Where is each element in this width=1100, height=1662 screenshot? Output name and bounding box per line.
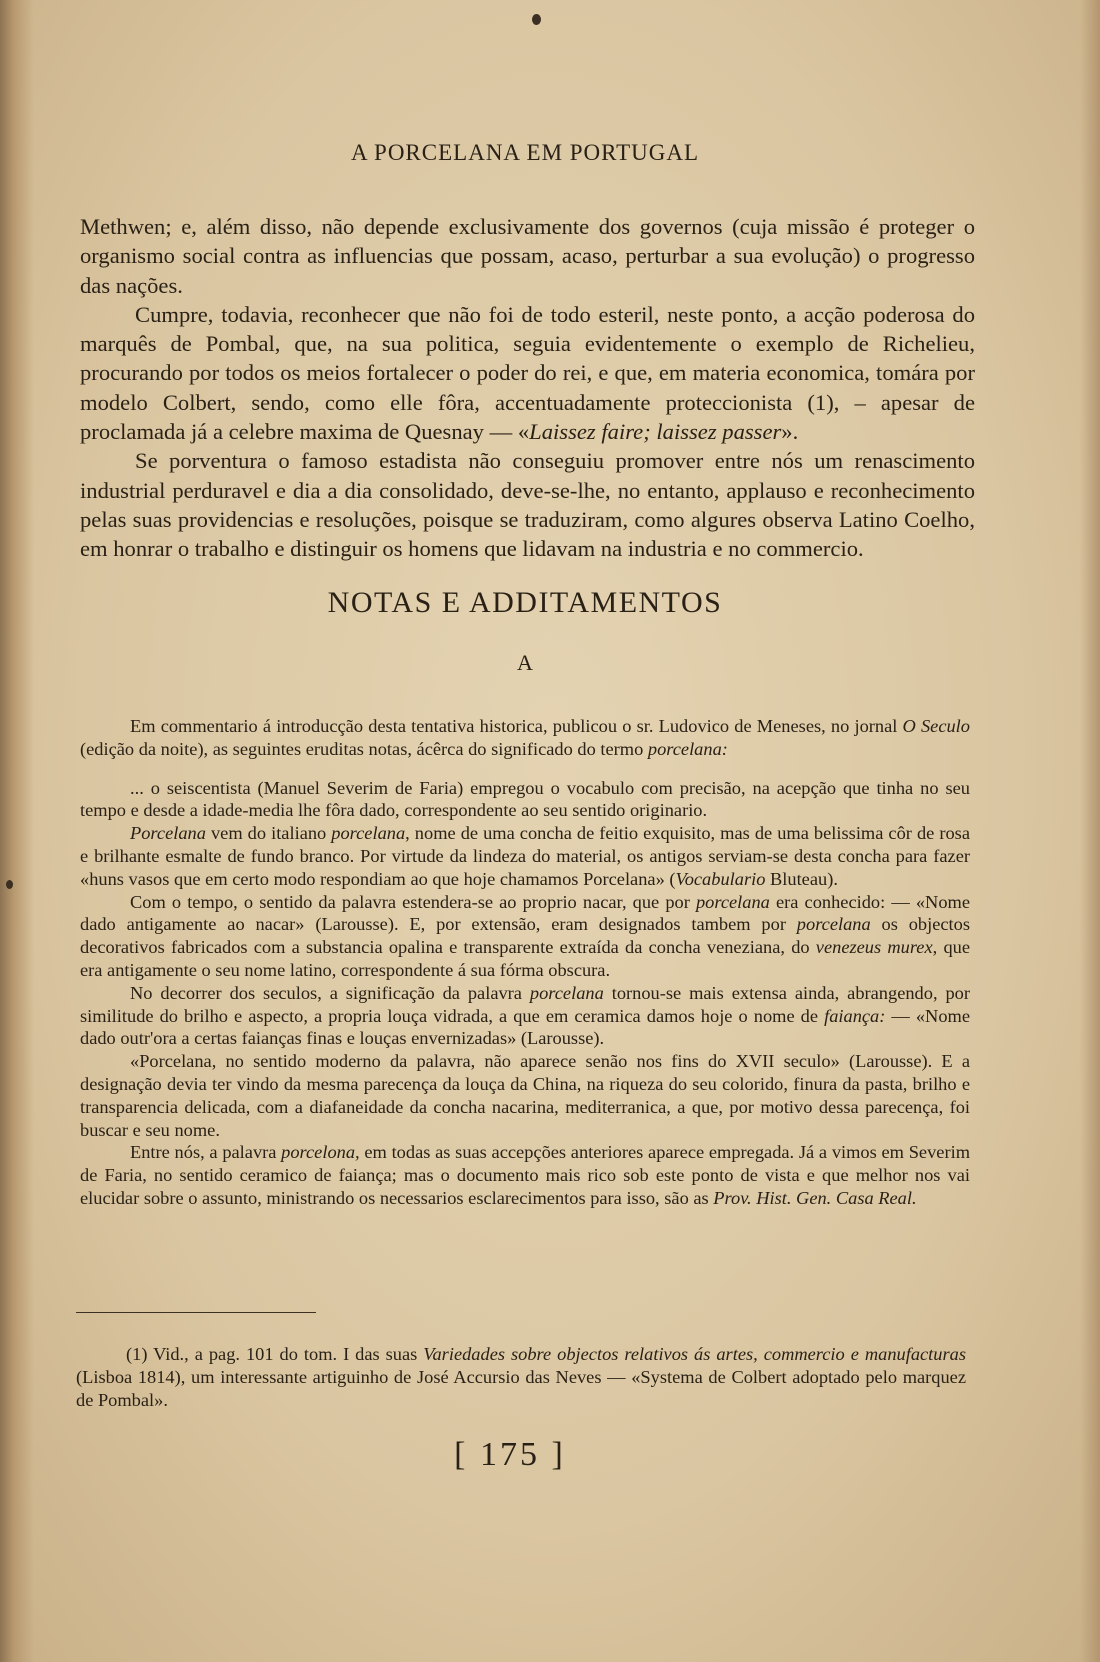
note-paragraph: ... o seiscentista (Manuel Severim de Faria) empregou o vocabulo com precisão, na acepção que tinha no seu tempo e desde a idade-media lhe fôra dado, correspondente ao seu sentido originario. bbox=[80, 777, 970, 821]
paragraph: Se porventura o famoso estadista não conseguiu promover entre nós um renascimento industrial perduravel e dia a dia consolidado, deve-se-lhe, no entanto, applauso e reconhecimento pelas suas providencias e resoluções, poisque se traduziram, como algures observa Latino Coelho, em honrar o trabalho e distinguir os homens que lidavam na industria e no commercio. bbox=[80, 448, 975, 562]
paragraph: Cumpre, todavia, reconhecer que não foi de todo esteril, neste ponto, a acção poderosa do marquês de Pombal, que, na sua politica, seguia evidentemente o exemplo de Richelieu, procurando por todos os meios fortalecer o poder do rei, e que, em materia economica, tomára por modelo Colbert, sendo, como elle fôra, accentuadamente proteccionista (1), – apesar de proclamada já a celebre maxima de Quesnay — «Laissez faire; laissez passer». bbox=[80, 301, 975, 445]
footnote-paragraph: (1) Vid., a pag. 101 do tom. I das suas Variedades sobre objectos relativos ás artes, commercio e manufacturas (Lisboa 1814), um interessante artiguinho de José Accursio das Neves — «Systema de Colbert adoptado pelo marquez de Pombal». bbox=[76, 1344, 966, 1410]
page-number: [ 175 ] bbox=[454, 1436, 566, 1473]
footnote-rule bbox=[76, 1312, 316, 1313]
note-paragraph: No decorrer dos seculos, a significação da palavra porcelana tornou-se mais extensa ainda, abrangendo, por similitude do brilho e aspecto, a propria louça vidrada, a que em ceramica damos hoje o nome de faiança: — «Nome dado outr'ora a certas faianças finas e louças envernizadas» (Larousse). bbox=[80, 982, 970, 1049]
note-paragraph: Em commentario á introducção desta tentativa historica, publicou o sr. Ludovico de Meneses, no jornal O Seculo (edição da noite), as seguintes eruditas notas, ácêrca do significado do termo porcelana: bbox=[80, 716, 970, 759]
note-paragraph: «Porcelana, no sentido moderno da palavra, não aparece senão nos fins do XVII seculo» (Larousse). E a designação devia ter vindo da mesma parecença da louça da China, na riqueza do seu colorido, finura da pasta, brilho e transparencia delicada, com a diafaneidade da concha nacarina, mediterranica, a que, por motivo dessa parecença, foi buscar e seu nome. bbox=[80, 1051, 970, 1140]
ink-spot bbox=[532, 14, 541, 25]
footnote bbox=[76, 1343, 966, 1412]
note-paragraph: Com o tempo, o sentido da palavra estendera-se ao proprio nacar, que por porcelana era conhecido: — «Nome dado antigamente ao nacar» (Larousse). E, por extensão, eram designados tambem por porcelana os objectos decorativos fabricados com a substancia opalina e transparente extraída da concha veneziana, do venezeus murex, que era antigamente o seu nome latino, correspondente á sua fórma obscura. bbox=[80, 891, 971, 980]
running-head: A PORCELANA EM PORTUGAL bbox=[350, 140, 700, 165]
subsection-heading: A bbox=[517, 650, 533, 675]
note-paragraph: Entre nós, a palavra porcelona, em todas as suas accepções anteriores aparece empregada. Já a vimos em Severim de Faria, no sentido ceramico de faiança; mas o documento mais rico sob este ponto de vista e que melhor nos vai elucidar sobre o assunto, ministrando os necessarios esclarecimentos para isso, são as Prov. Hist. Gen. Casa Real. bbox=[80, 1142, 970, 1208]
page-edge-right bbox=[1080, 0, 1100, 1662]
paragraph: Methwen; e, além disso, não depende exclusivamente dos governos (cuja missão é proteger o organismo social contra as influencias que possam, acaso, perturbar a sua evolução) o progresso das nações. bbox=[80, 214, 975, 298]
notes-text bbox=[80, 715, 970, 1210]
page-edge-left bbox=[0, 0, 34, 1662]
section-heading: NOTAS E ADDITAMENTOS bbox=[327, 586, 723, 619]
body-text bbox=[80, 212, 975, 564]
note-paragraph: Porcelana vem do italiano porcelana, nome de uma concha de feitio exquisito, mas de uma belissima côr de rosa e brilhante esmalte de fundo branco. Por virtude da lindeza do material, os antigos serviam-se desta concha para fazer «huns vasos que em certo modo respondiam ao que hoje chamamos Porcelana» (Vocabulario Bluteau). bbox=[80, 823, 970, 889]
ink-spot bbox=[6, 880, 13, 889]
